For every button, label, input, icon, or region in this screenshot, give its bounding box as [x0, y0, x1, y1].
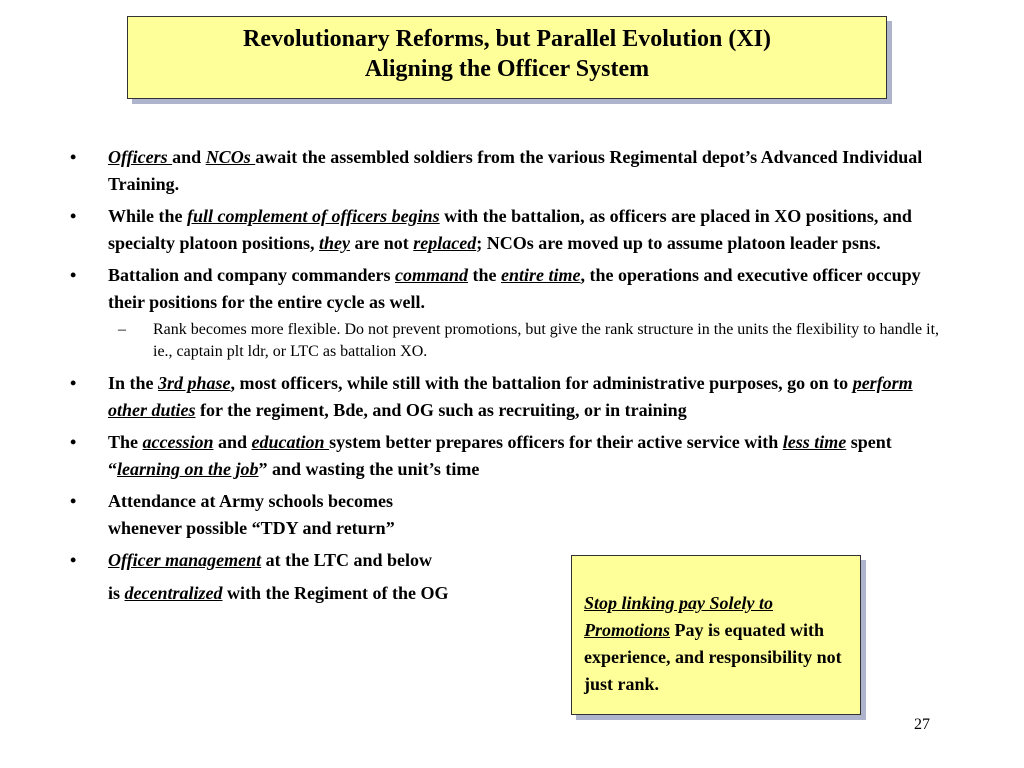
- bullet-text: whenever possible “TDY and return”: [108, 518, 395, 538]
- bullet-text: the: [468, 265, 502, 285]
- bullet-text: are not: [350, 233, 414, 253]
- emphasis-replaced: replaced: [413, 233, 477, 253]
- bullet-marker: •: [70, 373, 77, 393]
- bullet-text: ” and wasting the unit’s time: [258, 459, 480, 479]
- bullet-text: with the battalion, as officers are placed in XO positions, and specialty platoon positions,: [108, 206, 912, 253]
- emphasis-less-time: less time: [782, 432, 847, 452]
- emphasis-command: command: [395, 265, 469, 285]
- emphasis-ncos: NCOs: [205, 147, 256, 167]
- bullet-commanders: [70, 262, 950, 316]
- sub-bullet-marker: –: [118, 321, 126, 338]
- bullet-text: and: [172, 147, 206, 167]
- emphasis-full-complement: full complement of officers begins: [187, 206, 440, 226]
- bullet-text: await the assembled soldiers from the various Regimental depot’s Advanced Individual Training.: [108, 147, 923, 194]
- bullet-3rd-phase: [70, 370, 950, 424]
- callout-emphasis: Stop linking pay Solely to: [584, 593, 774, 613]
- bullet-text: , the operations and executive officer occupy their positions for the entire cycle as well.: [108, 265, 921, 312]
- bullet-officers-ncos: [70, 144, 950, 198]
- emphasis-accession: accession: [142, 432, 214, 452]
- sub-bullet-text: Rank becomes more flexible. Do not prevent promotions, but give the rank structure in the units the flexibility to handle it, ie., captain plt ldr, or LTC as battalion XO.: [153, 321, 940, 360]
- emphasis-decentralized: decentralized: [124, 583, 223, 603]
- emphasis-education: education: [251, 432, 330, 452]
- slide-title: Revolutionary Reforms, but Parallel Evolution (XI): [243, 26, 771, 52]
- bullet-text: In the: [108, 373, 159, 393]
- bullet-full-complement: [70, 203, 950, 257]
- bullet-marker: •: [70, 265, 77, 285]
- callout-box: [571, 555, 861, 715]
- bullet-marker: •: [70, 206, 77, 226]
- sub-bullet-rank: [70, 319, 950, 363]
- emphasis-officers: Officers: [108, 147, 173, 167]
- bullet-accession: [70, 429, 950, 483]
- bullet-text: with the Regiment of the OG: [222, 583, 449, 603]
- bullet-text: spent “: [108, 432, 892, 479]
- bullet-text: and: [213, 432, 252, 452]
- bullet-text: ; NCOs are moved up to assume platoon leader psns.: [476, 233, 881, 253]
- page-number: 27: [914, 716, 930, 733]
- slide-subtitle: Aligning the Officer System: [364, 56, 650, 82]
- bullet-marker: •: [70, 550, 77, 570]
- bullet-marker: •: [70, 432, 77, 452]
- emphasis-perform-other-duties: perform other duties: [108, 373, 913, 420]
- callout-emphasis-promotions: Promotions: [584, 620, 671, 640]
- emphasis-entire-time: entire time: [501, 265, 581, 285]
- bullet-marker: •: [70, 147, 77, 167]
- emphasis-learning-on-job: learning on the job: [117, 459, 259, 479]
- bullet-text: Attendance at Army schools becomes: [108, 491, 393, 511]
- bullet-marker: •: [70, 491, 77, 511]
- bullet-text: system better prepares officers for their active service with: [329, 432, 783, 452]
- emphasis-officer-management: Officer management: [108, 550, 262, 570]
- emphasis-3rd-phase: 3rd phase: [158, 373, 231, 393]
- bullet-text: The: [108, 432, 143, 452]
- callout-text: Pay is equated with experience, and responsibility not just rank.: [584, 620, 842, 694]
- bullet-army-schools: [70, 488, 950, 542]
- emphasis-they: they: [319, 233, 351, 253]
- bullet-text: Battalion and company commanders: [108, 265, 396, 285]
- bullet-text: at the LTC and below: [261, 550, 433, 570]
- bullet-text: for the regiment, Bde, and OG such as recruiting, or in training: [195, 400, 687, 420]
- bullet-text: , most officers, while still with the battalion for administrative purposes, go on to: [230, 373, 853, 393]
- bullet-list: [70, 144, 950, 612]
- bullet-text: While the: [108, 206, 187, 226]
- bullet-text: is: [108, 583, 125, 603]
- slide-title-box: [127, 16, 887, 99]
